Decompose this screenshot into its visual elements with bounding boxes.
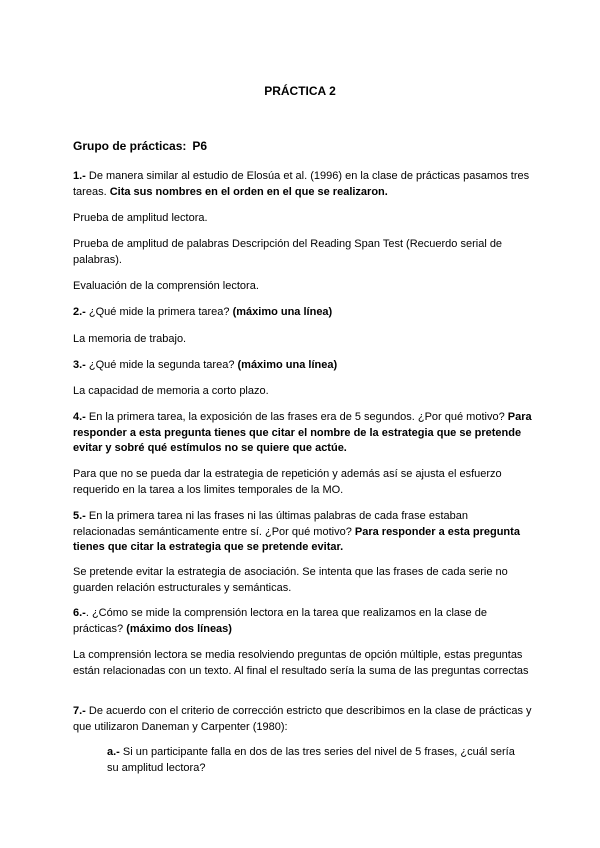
- group-label: Grupo de prácticas:: [73, 139, 187, 153]
- answer-1-line-3: Evaluación de la comprensión lectora.: [73, 280, 259, 292]
- question-4: [73, 410, 533, 457]
- question-number: 6.-: [73, 607, 86, 619]
- question-text: En la primera tarea, la exposición de las frases era de 5 segundos. ¿Por qué motivo?: [85, 411, 508, 423]
- question-7a: [107, 745, 527, 776]
- answer-1-line-2: Prueba de amplitud de palabras Descripción del Reading Span Test (Recuerdo serial de palabras).: [73, 238, 503, 266]
- question-7: [73, 704, 533, 735]
- question-instruction: Cita sus nombres en el orden en el que se realizaron.: [109, 185, 388, 198]
- question-number: 4.-: [73, 411, 86, 423]
- question-1: [73, 169, 533, 200]
- question-instruction: (máximo una línea): [232, 306, 333, 318]
- question-text: En la primera tarea ni las frases ni las últimas palabras de cada frase estaban relacionadas semánticamente entre sí. ¿Por qué motivo?: [73, 510, 468, 538]
- question-text: ¿Qué mide la primera tarea?: [85, 306, 233, 318]
- answer-5: Se pretende evitar la estrategia de asociación. Se intenta que las frases de cada serie no guarden relación estructurales y semánticas.: [73, 566, 508, 594]
- question-2: [73, 305, 533, 321]
- practice-group: [73, 139, 207, 155]
- question-instruction: (máximo una línea): [237, 359, 338, 371]
- answer-1-line-1: Prueba de amplitud lectora.: [73, 212, 208, 224]
- question-number: 5.-: [73, 510, 86, 522]
- question-text: . ¿Cómo se mide la comprensión lectora en la tarea que realizamos en la clase de prácticas?: [73, 607, 487, 635]
- question-instruction: Para responder a esta pregunta tienes que citar el nombre de la estrategia que se pretende evitar y sobré qué estímulos no se quiere que actúe.: [73, 411, 532, 454]
- question-number: 7.-: [73, 705, 86, 717]
- answer-4: Para que no se pueda dar la estrategia de repetición y además así se ajusta el esfuerzo requerido en la tarea a los limites temporales de la MO.: [73, 468, 502, 496]
- question-text: Si un participante falla en dos de las tres series del nivel de 5 frases, ¿cuál sería su amplitud lectora?: [107, 746, 515, 774]
- question-3: [73, 358, 533, 374]
- question-number: 1.-: [73, 170, 86, 182]
- question-text: ¿Qué mide la segunda tarea?: [85, 359, 238, 371]
- answer-3: La capacidad de memoria a corto plazo.: [73, 385, 269, 397]
- question-5: [73, 509, 533, 556]
- answer-2: La memoria de trabajo.: [73, 333, 187, 345]
- question-instruction: (máximo dos líneas): [126, 622, 232, 635]
- group-value: P6: [192, 139, 208, 153]
- question-text: De manera similar al estudio de Elosúa et al. (1996) en la clase de prácticas pasamos tres tareas.: [73, 170, 530, 198]
- question-number: 2.-: [73, 306, 86, 318]
- question-6: [73, 606, 533, 637]
- answer-6: La comprensión lectora se media resolviendo preguntas de opción múltiple, estas preguntas están relacionadas con un texto. Al final el resultado sería la suma de las preguntas correctas: [73, 649, 529, 677]
- question-number: a.-: [107, 746, 120, 758]
- page-title: PRÁCTICA 2: [264, 84, 336, 98]
- question-number: 3.-: [73, 359, 86, 371]
- question-text: De acuerdo con el criterio de corrección estricto que describimos en la clase de prácticas y que utilizaron Daneman y Carpenter (1980):: [73, 705, 532, 733]
- question-instruction: Para responder a esta pregunta tienes que citar la estrategia que se pretende evitar.: [73, 525, 520, 553]
